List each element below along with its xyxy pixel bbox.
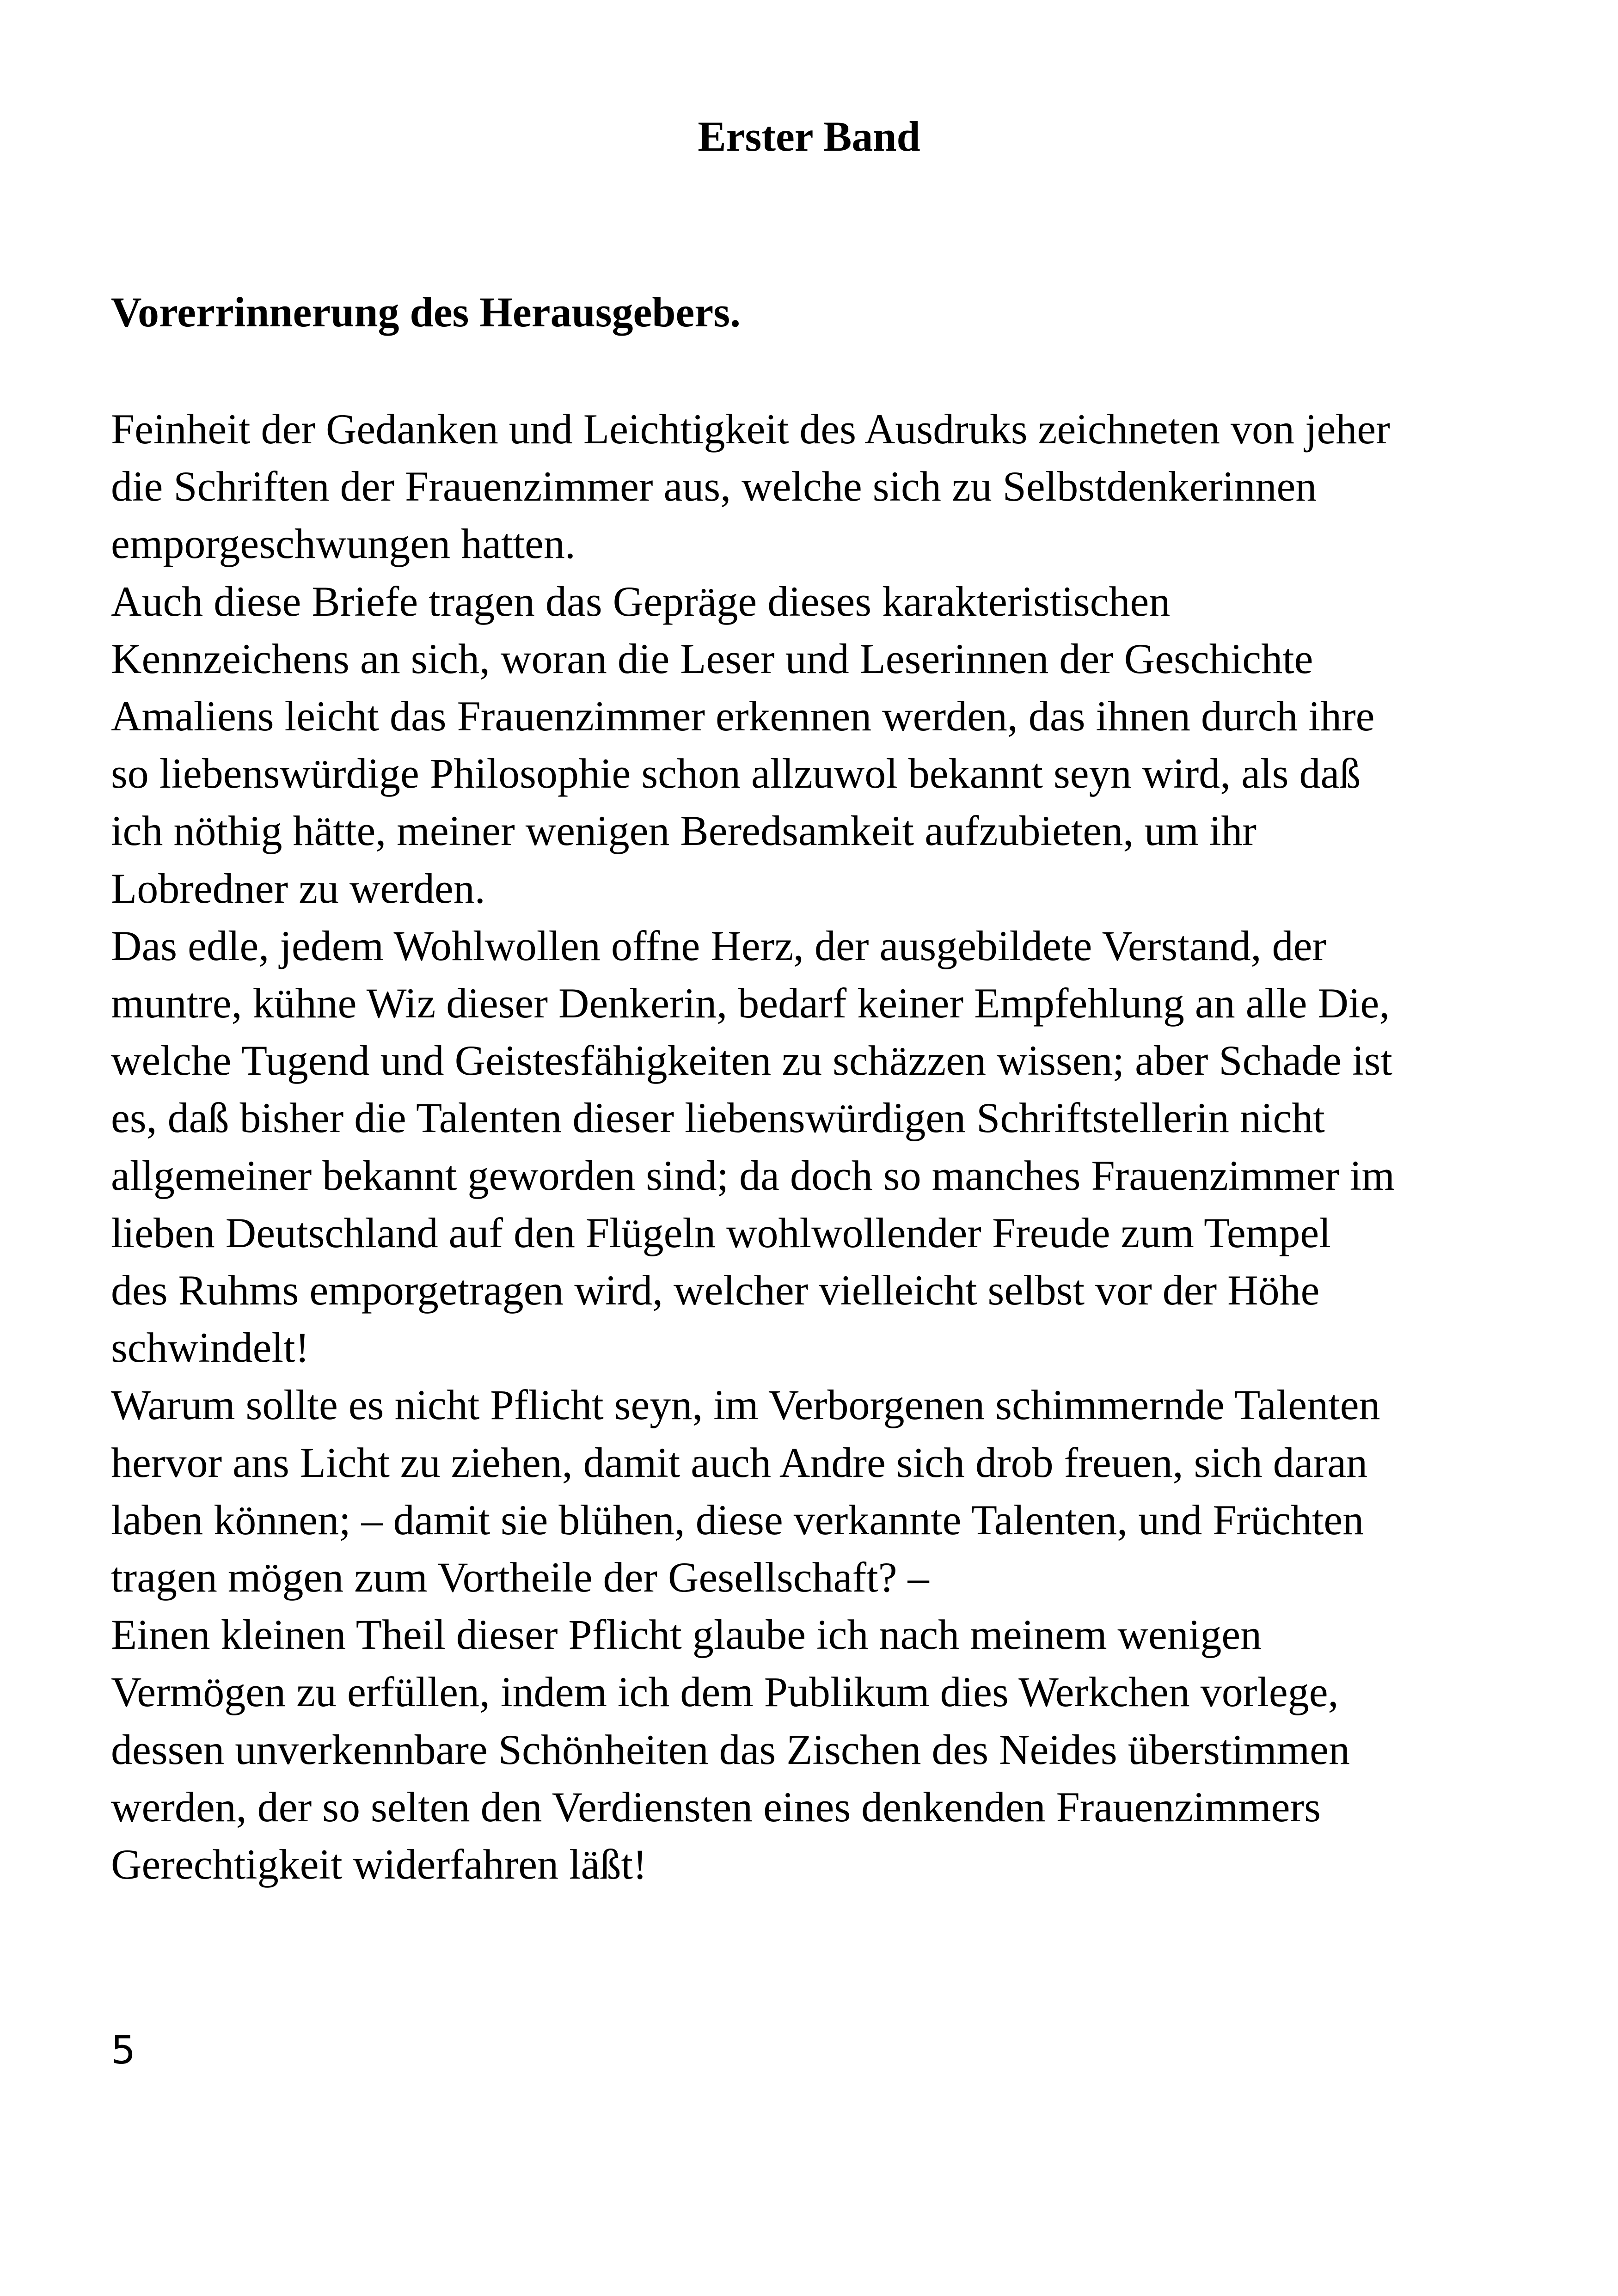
section-heading: Vorerrinnerung des Herausgebers. [111,288,741,336]
text-line: des Ruhms emporgetragen wird, welcher vielleicht selbst vor der Höhe [111,1267,1320,1314]
text-line: die Schriften der Frauenzimmer aus, welche sich zu Selbstdenkerinnen [111,463,1317,510]
text-line: Warum sollte es nicht Pflicht seyn, im Verborgenen schimmernde Talenten [111,1381,1380,1429]
text-line: welche Tugend und Geistesfähigkeiten zu schäzzen wissen; aber Schade ist [111,1037,1392,1084]
text-line: werden, der so selten den Verdiensten eines denkenden Frauenzimmers [111,1783,1321,1831]
text-line: so liebenswürdige Philosophie schon allzuwol bekannt seyn wird, als daß [111,750,1361,797]
text-line: Kennzeichens an sich, woran die Leser und Leserinnen der Geschichte [111,635,1313,682]
text-line: Auch diese Briefe tragen das Gepräge dieses karakteristischen [111,577,1171,625]
page-number: 5 [111,2027,136,2073]
text-line: Lobredner zu werden. [111,864,485,912]
text-line: allgemeiner bekannt geworden sind; da doch so manches Frauenzimmer im [111,1151,1395,1199]
text-line: Einen kleinen Theil dieser Pflicht glaube ich nach meinem wenigen [111,1611,1262,1659]
volume-title: Erster Band [698,113,920,160]
text-line: Feinheit der Gedanken und Leichtigkeit des Ausdruks zeichneten von jeher [111,405,1390,453]
text-line: hervor ans Licht zu ziehen, damit auch Andre sich drob freuen, sich daran [111,1439,1368,1486]
text-line: dessen unverkennbare Schönheiten das Zischen des Neides überstimmen [111,1726,1350,1773]
text-line: es, daß bisher die Talenten dieser liebenswürdigen Schriftstellerin nicht [111,1094,1325,1142]
text-line: ich nöthig hätte, meiner wenigen Beredsamkeit aufzubieten, um ihr [111,807,1257,855]
text-line: Amaliens leicht das Frauenzimmer erkennen werden, das ihnen durch ihre [111,692,1375,740]
text-line: tragen mögen zum Vortheile der Gesellschaft? – [111,1554,929,1601]
text-line: Gerechtigkeit widerfahren läßt! [111,1841,647,1888]
body-text [111,400,1516,1893]
text-line: lieben Deutschland auf den Flügeln wohlwollender Freude zum Tempel [111,1209,1331,1256]
text-line: Vermögen zu erfüllen, indem ich dem Publikum dies Werkchen vorlege, [111,1668,1339,1716]
text-line: emporgeschwungen hatten. [111,520,576,568]
text-line: Das edle, jedem Wohlwollen offne Herz, der ausgebildete Verstand, der [111,922,1327,969]
text-line: laben können; – damit sie blühen, diese verkannte Talenten, und Früchten [111,1496,1364,1543]
text-line: muntre, kühne Wiz dieser Denkerin, bedarf keiner Empfehlung an alle Die, [111,980,1390,1027]
text-line: schwindelt! [111,1324,310,1371]
